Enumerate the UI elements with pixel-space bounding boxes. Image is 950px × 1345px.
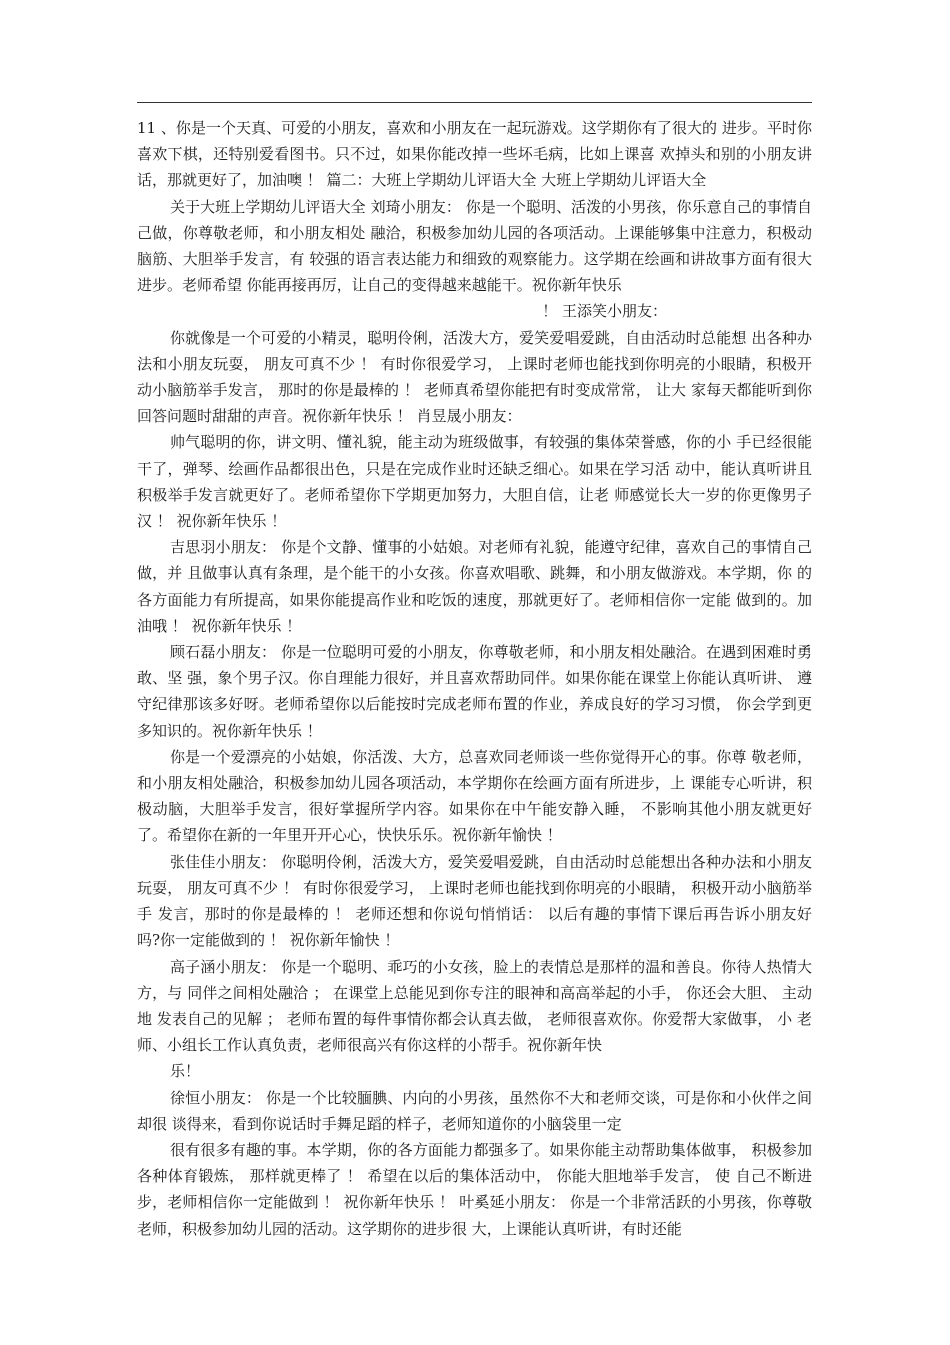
header-rule: [137, 102, 812, 103]
paragraph-3: ！ 王添笑小朋友：: [542, 302, 667, 321]
paragraph-8: 你是一个爱漂亮的小姑娘，你活泼、大方，总喜欢同老师谈一些你觉得开心的事。你尊 敬老师，和小朋友相处融洽，积极参加幼儿园各项活动，本学期你在绘画方面有所进步，上 课能专心听讲，积极动脑，大胆举手发言，很好掌握所学内容。如果你在中午能安静入睡， 不影响其他小朋友就更好了。希望你在新的一年里开开心心，快快乐乐。祝你新年愉快 ！: [137, 747, 812, 845]
paragraph-9: 张佳佳小朋友： 你聪明伶俐，活泼大方，爱笑爱唱爱跳，自由活动时总能想出各种办法和小朋友玩耍， 朋友可真不少 ！ 有时你很爱学习， 上课时老师也能找到你明亮的小眼睛， 积极开动小脑筋举手 发言，那时的你是最棒的 ！ 老师还想和你说句悄悄话： 以后有趣的事情下课后再告诉小朋友好 吗?你一定能做到的 ！ 祝你新年愉快 ！: [137, 852, 812, 950]
paragraph-7: 顾石磊小朋友： 你是一位聪明可爱的小朋友，你尊敬老师，和小朋友相处融洽。在遇到困难时勇敢、坚 强，象个男子汉。你自理能力很好，并且喜欢帮助同伴。如果你能在课堂上你能认真听讲、 遵守纪律那该多好呀。老师希望你以后能按时完成老师布置的作业，养成良好的学习习惯， 你会学到更多知识的。祝你新年快乐 ！: [137, 643, 812, 740]
paragraph-2: 关于大班上学期幼儿评语大全 刘琦小朋友： 你是一个聪明、活泼的小男孩，你乐意自己的事情自己做，你尊敬老师，和小朋友相处 融洽，积极参加幼儿园的各项活动。上课能够集中注意力，积极动脑筋、大胆举手发言，有 较强的语言表达能力和细致的观察能力。这学期在绘画和讲故事方面有很大进步。老师希望 你能再接再厉，让自己的变得越来越能干。祝你新年快乐: [137, 197, 812, 295]
document-body: [137, 115, 812, 1242]
paragraph-5: 帅气聪明的你，讲文明、懂礼貌，能主动为班级做事，有较强的集体荣誉感，你的小 手已经很能干了，弹琴、绘画作品都很出色，只是在完成作业时还缺乏细心。如果在学习活 动中，能认真听讲且积极举手发言就更好了。老师希望你下学期更加努力，大胆自信，让老 师感觉长大一岁的你更像男子汉 ！ 祝你新年快乐 ！: [137, 433, 812, 531]
paragraph-11: 乐！: [170, 1062, 201, 1081]
paragraph-1: 11 、你是一个天真、可爱的小朋友，喜欢和小朋友在一起玩游戏。这学期你有了很大的 进步。平时你喜欢下棋，还特别爱看图书。只不过，如果你能改掉一些坏毛病，比如上课喜 欢掉头和别的小朋友讲话，那就更好了，加油噢 ！ 篇二：大班上学期幼儿评语大全 大班上学期幼儿评语大全: [137, 119, 812, 190]
paragraph-12: 徐恒小朋友： 你是一个比较腼腆、内向的小男孩，虽然你不大和老师交谈，可是你和小伙伴之间却很 谈得来，看到你说话时手舞足蹈的样子，老师知道你的小脑袋里一定: [137, 1088, 812, 1133]
paragraph-4: 你就像是一个可爱的小精灵，聪明伶俐，活泼大方，爱笑爱唱爱跳，自由活动时总能想 出各种办法和小朋友玩耍， 朋友可真不少 ！ 有时你很爱学习， 上课时老师也能找到你明亮的小眼睛，积极开动小脑筋举手发言， 那时的你是最棒的 ！ 老师真希望你能把有时变成常常， 让大 家每天都能听到你回答问题时甜甜的声音。祝你新年快乐 ！ 肖昱晟小朋友：: [137, 328, 812, 426]
paragraph-6: 吉思羽小朋友： 你是个文静、懂事的小姑娘。对老师有礼貌，能遵守纪律，喜欢自己的事情自己做，并 且做事认真有条理，是个能干的小女孩。你喜欢唱歌、跳舞，和小朋友做游戏。本学期，你 的各方面能力有所提高，如果你能提高作业和吃饭的速度，那就更好了。老师相信你一定能 做到的。加油哦 ！ 祝你新年快乐 ！: [137, 538, 812, 635]
paragraph-13: 很有很多有趣的事。本学期，你的各方面能力都强多了。如果你能主动帮助集体做事， 积极参加各种体育锻炼， 那样就更棒了 ！ 希望在以后的集体活动中， 你能大胆地举手发言， 使 自己不断进步，老师相信你一定能做到 ！ 祝你新年快乐 ！ 叶奚延小朋友： 你是一个非常活跃的小男孩，你尊敬老师，积极参加幼儿园的活动。这学期你的进步很 大，上课能认真听讲，有时还能: [137, 1140, 812, 1238]
paragraph-10: 高子涵小朋友： 你是一个聪明、乖巧的小女孩，脸上的表情总是那样的温和善良。你待人热情大方，与 同伴之间相处融洽 ； 在课堂上总能见到你专注的眼神和高高举起的小手， 你还会大胆、 主动地 发表自己的见解 ； 老师布置的每件事情你都会认真去做， 老师很喜欢你。你爱帮大家做事， 小 老师、小组长工作认真负责，老师很高兴有你这样的小帮手。祝你新年快: [137, 957, 812, 1055]
